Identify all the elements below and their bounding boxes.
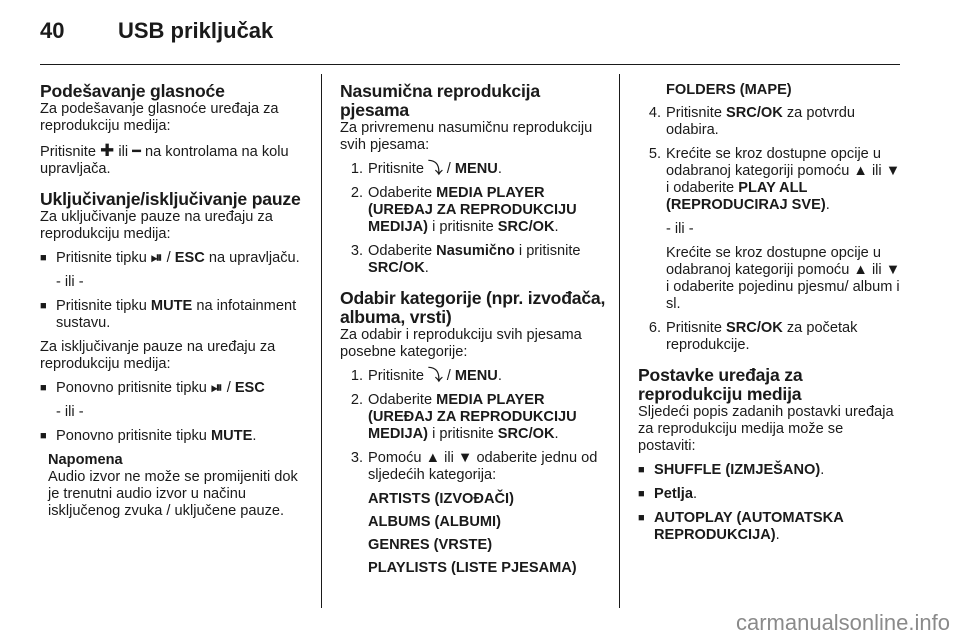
step-text: Pomoću [368, 450, 422, 466]
pause-play-icon: ⏯ [210, 380, 223, 396]
down-triangle-icon: ▼ [457, 450, 473, 466]
step-text: i pritisnite [518, 243, 581, 259]
src-ok-key: SRC/OK [726, 320, 783, 336]
back-arrow-icon: ⤵ [428, 368, 443, 384]
page-number: 40 [40, 18, 65, 43]
heading-shuffle: Nasumična reprodukcija pjesama [340, 81, 540, 120]
bullet-item [40, 380, 308, 397]
volume-intro: Za podešavanje glasnoće uređaja za reprodukciju medija: [40, 101, 279, 134]
mute-key: MUTE [210, 428, 253, 444]
step-item [340, 161, 606, 178]
menu-option: Nasumično [436, 243, 515, 259]
separator: / [446, 368, 451, 384]
up-triangle-icon: ▲ [425, 450, 441, 466]
heading-pause: Uključivanje/isključivanje pauze [40, 189, 301, 209]
period: . [554, 219, 559, 235]
step-number: 2. [350, 392, 363, 408]
menu-key: MENU [454, 161, 498, 177]
step-text: za potvrdu odabira. [666, 105, 856, 138]
down-triangle-icon: ▼ [885, 163, 901, 179]
watermark: carmanualsonline.info [735, 610, 950, 635]
back-arrow-icon: ⤵ [428, 161, 443, 177]
period: . [554, 426, 559, 442]
period: . [775, 527, 780, 543]
or-separator: - ili - [56, 404, 84, 420]
step-number: 5. [648, 146, 661, 162]
setting-option: Petlja [654, 486, 693, 502]
bullet-text: na upravljaču. [208, 250, 300, 266]
menu-option: MEDIA PLAYER (UREĐAJ ZA REPRODUKCIJU MEDIJA) [368, 392, 577, 442]
up-triangle-icon: ▲ [853, 262, 868, 278]
step-number: 3. [350, 450, 363, 466]
shuffle-intro: Za privremenu nasumičnu reprodukciju svih pjesama: [340, 120, 593, 153]
heading-volume: Podešavanje glasnoće [40, 81, 225, 101]
pause-play-icon: ⏯ [150, 250, 163, 266]
plus-icon: ✚ [100, 141, 115, 160]
column-divider-1 [321, 74, 322, 608]
square-bullet-icon: ■ [40, 430, 47, 442]
step-item [638, 146, 902, 214]
column-divider-2 [619, 74, 620, 608]
setting-option: AUTOPLAY (AUTOMATSKA REPRODUKCIJA) [654, 510, 844, 543]
note-box [40, 452, 308, 520]
bullet-text: Pritisnite tipku [56, 250, 147, 266]
text-on-steering: na kontrolama na kolu upravljača. [40, 144, 289, 177]
period: . [252, 428, 257, 444]
bullet-item [638, 486, 902, 503]
settings-intro: Sljedeći popis zadanih postavki uređaja za reprodukciju medija može se postaviti: [638, 404, 894, 454]
bullet-text: Ponovno pritisnite tipku [56, 428, 207, 444]
square-bullet-icon: ■ [40, 252, 47, 264]
step-text: ili [444, 450, 454, 466]
step-text: Odaberite [368, 185, 433, 201]
down-triangle-icon: ▼ [885, 262, 901, 278]
pause-intro: Za uključivanje pauze na uređaju za reprodukciju medija: [40, 209, 273, 242]
step-continuation [638, 245, 902, 313]
bullet-text: Ponovno pritisnite tipku [56, 380, 207, 396]
text-ili: ili [118, 144, 129, 160]
period: . [497, 368, 502, 384]
period: . [424, 260, 429, 276]
heading-settings: Postavke uređaja za reprodukciju medija [638, 365, 803, 404]
column-3 [638, 82, 902, 551]
period: . [692, 486, 697, 502]
bullet-text: Pritisnite tipku [56, 298, 147, 314]
setting-option: SHUFFLE (IZMJEŠANO) [654, 462, 821, 478]
category-option: GENRES (VRSTE) [368, 537, 493, 553]
volume-instruction [40, 142, 308, 178]
separator: / [166, 250, 171, 266]
bullet-item [40, 298, 308, 332]
unpause-intro: Za isključivanje pauze na uređaju za reprodukciju medija: [40, 339, 276, 372]
category-option: PLAYLISTS (LISTE PJESAMA) [368, 560, 577, 576]
bullet-text: na infotainment sustavu. [56, 298, 297, 331]
category-intro: Za odabir i reprodukciju svih pjesama posebne kategorije: [340, 327, 582, 360]
step-item [340, 243, 606, 277]
step-text: Pritisnite [666, 105, 722, 121]
category-option: ALBUMS (ALBUMI) [368, 514, 501, 530]
step-number: 2. [350, 185, 363, 201]
step-item [340, 185, 606, 236]
bullet-item [638, 510, 902, 544]
column-2 [340, 82, 606, 583]
note-text: Audio izvor ne može se promijeniti dok je trenutni audio izvor u načinu isključenog zvuka / uključene pauze. [48, 469, 298, 519]
minus-icon: ━ [132, 144, 141, 160]
step-number: 1. [350, 368, 363, 384]
separator: / [226, 380, 231, 396]
square-bullet-icon: ■ [638, 464, 645, 476]
period: . [497, 161, 502, 177]
note-title: Napomena [48, 452, 123, 468]
menu-option: PLAY ALL (REPRODUCIRAJ SVE) [666, 180, 826, 213]
step-text: ili [871, 262, 882, 278]
text-pritisnite: Pritisnite [40, 144, 96, 160]
running-title: USB priključak [118, 18, 274, 43]
step-text: Pritisnite [666, 320, 722, 336]
step-number: 4. [648, 105, 661, 121]
bullet-item [40, 250, 308, 267]
period: . [820, 462, 825, 478]
esc-key: ESC [234, 380, 265, 396]
step-text: za početak reprodukcije. [666, 320, 858, 353]
bullet-item [40, 428, 308, 445]
step-item [638, 105, 902, 139]
step-number: 1. [350, 161, 363, 177]
up-triangle-icon: ▲ [853, 163, 868, 179]
step-text: i pritisnite [432, 426, 494, 442]
src-ok-key: SRC/OK [726, 105, 783, 121]
square-bullet-icon: ■ [638, 488, 645, 500]
step-text: i pritisnite [432, 219, 494, 235]
step-text: ili [871, 163, 882, 179]
square-bullet-icon: ■ [40, 300, 47, 312]
square-bullet-icon: ■ [638, 512, 645, 524]
src-ok-key: SRC/OK [497, 426, 555, 442]
step-text: Krećite se kroz dostupne opcije u odabranoj kategoriji pomoću [666, 146, 881, 179]
category-option: FOLDERS (MAPE) [666, 82, 792, 98]
src-ok-key: SRC/OK [497, 219, 555, 235]
category-option: ARTISTS (IZVOĐAČI) [368, 491, 514, 507]
or-separator: - ili - [666, 221, 694, 237]
period: . [825, 197, 830, 213]
step-number: 3. [350, 243, 363, 259]
step-item [340, 450, 606, 484]
step-text: odaberite jednu od sljedećih kategorija: [368, 450, 598, 483]
step-text: Krećite se kroz dostupne opcije u odabranoj kategoriji pomoću [666, 245, 881, 278]
square-bullet-icon: ■ [40, 382, 47, 394]
src-ok-key: SRC/OK [368, 260, 425, 276]
step-item [638, 320, 902, 354]
menu-key: MENU [454, 368, 498, 384]
step-number: 6. [648, 320, 661, 336]
step-item [340, 392, 606, 443]
step-text: Odaberite [368, 392, 433, 408]
step-text: i odaberite [666, 180, 735, 196]
step-text: Pritisnite [368, 161, 424, 177]
header-rule [40, 64, 900, 65]
step-text: Odaberite [368, 243, 433, 259]
or-separator: - ili - [56, 274, 84, 290]
menu-option: MEDIA PLAYER (UREĐAJ ZA REPRODUKCIJU MEDIJA) [368, 185, 577, 235]
esc-key: ESC [174, 250, 205, 266]
step-text: Pritisnite [368, 368, 424, 384]
heading-category: Odabir kategorije (npr. izvođača, albuma, vrsti) [340, 288, 606, 327]
column-1 [40, 82, 308, 520]
step-text: i odaberite pojedinu pjesmu/ album i sl. [666, 279, 900, 312]
separator: / [446, 161, 451, 177]
bullet-item [638, 462, 902, 479]
step-item [340, 368, 606, 385]
mute-key: MUTE [150, 298, 193, 314]
